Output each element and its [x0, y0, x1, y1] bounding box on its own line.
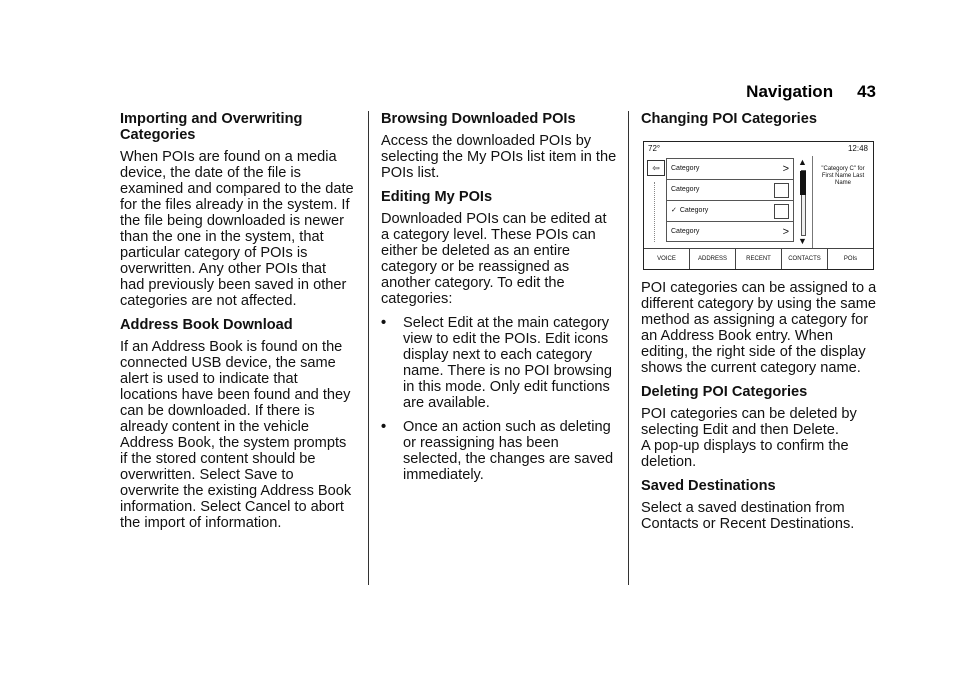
heading-deleting: Deleting POI Categories	[641, 384, 808, 400]
heading-editing: Editing My POIs	[381, 189, 493, 205]
list-item	[381, 419, 617, 483]
heading-browsing: Browsing Downloaded POIs	[381, 111, 576, 127]
info-line-1: "Category C" for	[821, 166, 865, 172]
category-label: Category	[671, 165, 700, 172]
category-label: Category	[671, 186, 700, 193]
infotainment-screen-illustration	[643, 141, 874, 270]
checkbox[interactable]	[774, 204, 789, 219]
column-divider	[368, 111, 369, 585]
list-item[interactable]	[666, 179, 794, 200]
bottom-tab-bar	[644, 248, 873, 269]
list-item[interactable]	[666, 158, 794, 179]
paragraph-deleting-popup: A pop-up displays to confirm the deletion.	[641, 438, 849, 470]
category-label: Category	[679, 207, 709, 214]
side-indicator	[654, 182, 657, 242]
temperature-readout: 72°	[648, 144, 661, 153]
scroll-up-icon[interactable]: ▲	[798, 157, 807, 167]
tab-pois[interactable]: POIs	[843, 256, 858, 262]
scroll-down-icon[interactable]: ▼	[798, 236, 807, 246]
back-arrow-icon[interactable]: ⇦	[647, 160, 665, 176]
scrollbar[interactable]	[797, 158, 809, 246]
category-label: Category	[671, 227, 700, 235]
scroll-thumb[interactable]	[800, 171, 806, 195]
panel-divider	[812, 156, 813, 248]
section-title: Navigation	[746, 82, 834, 101]
tab-voice[interactable]: VOICE	[644, 249, 690, 269]
heading-changing: Changing POI Categories	[641, 111, 817, 127]
page-number: 43	[857, 82, 876, 101]
column-1	[120, 111, 354, 539]
category-list	[666, 158, 794, 242]
column-divider	[628, 111, 629, 585]
paragraph-deleting: POI categories can be deleted by selecting Edit and then Delete.	[641, 406, 857, 438]
heading-importing: Importing and Overwriting Categories	[120, 111, 303, 143]
tab-recent[interactable]: RECENT	[736, 249, 782, 269]
bullet-text: Once an action such as deleting or reassigning has been selected, the changes are saved immediately.	[403, 419, 614, 483]
page-header	[734, 82, 876, 104]
checkmark-icon: ✓	[671, 207, 677, 214]
paragraph-browsing: Access the downloaded POIs by selecting the My POIs list item in the POIs list.	[381, 133, 617, 181]
column-3	[641, 111, 877, 540]
list-item[interactable]	[666, 200, 794, 221]
paragraph-changing: POI categories can be assigned to a different category by using the same method as assigning a category for an Address Book entry. When editing, the right side of the display shows the current category name.	[641, 280, 877, 376]
paragraph-editing: Downloaded POIs can be edited at a category level. These POIs can either be deleted as an entire category or be reassigned as another category. To edit the categories:	[381, 211, 607, 307]
chevron-right-icon: >	[782, 225, 789, 238]
bullet-marker: •	[381, 419, 387, 435]
list-item	[381, 315, 617, 411]
paragraph-importing: When POIs are found on a media device, the date of the file is examined and compared to the date for the files already in the system. If the file being downloaded is newer than the one in the system, that particular category of POIs is overwritten. Any other POIs that had previously been saved in other categories are not affected.	[120, 149, 354, 309]
checkbox[interactable]	[774, 183, 789, 198]
column-2	[381, 111, 617, 491]
tab-address[interactable]: ADDRESS	[690, 249, 736, 269]
clock-readout: 12:48	[847, 144, 868, 153]
paragraph-saved-destinations: Select a saved destination from Contacts or Recent Destinations.	[641, 500, 855, 532]
list-item[interactable]	[666, 221, 794, 242]
paragraph-address-book: If an Address Book is found on the connected USB device, the same alert is used to indicate that locations have been found and they can be downloaded. If there is already content in the vehicle Address Book, the system prompts if the stored content should be overwritten. Select Save to overwrite the existing Address Book information. Select Cancel to abort the import of information.	[120, 339, 352, 531]
info-line-2: First Name Last Name	[821, 173, 865, 186]
chevron-right-icon: >	[782, 163, 789, 175]
current-category-info	[814, 166, 872, 187]
heading-saved-destinations: Saved Destinations	[641, 478, 776, 494]
bullet-marker: •	[381, 315, 387, 331]
tab-contacts[interactable]: CONTACTS	[782, 249, 828, 269]
bullet-text: Select Edit at the main category view to edit the POIs. Edit icons display next to each category name. There is no POI browsing in this mode. Only edit functions are available.	[403, 315, 613, 411]
heading-address-book: Address Book Download	[120, 317, 293, 333]
